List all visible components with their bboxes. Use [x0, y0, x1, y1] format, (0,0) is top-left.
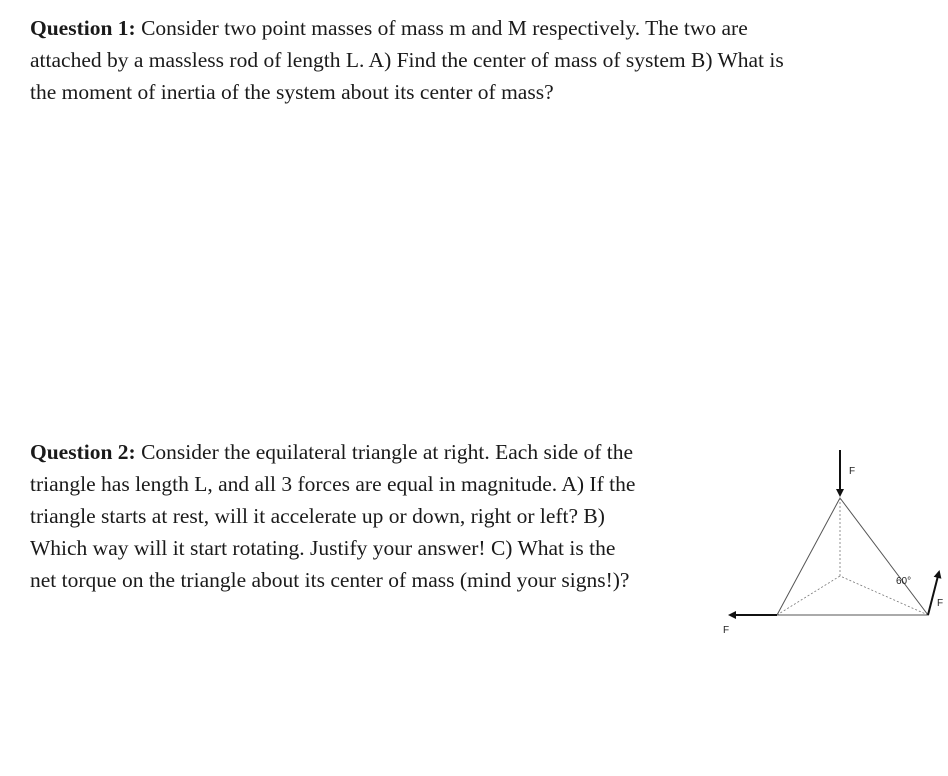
- question-1-line-1: [30, 12, 910, 44]
- equilateral-triangle: [777, 498, 928, 615]
- question-2-line-4: Which way will it start rotating. Justify your answer! C) What is the: [30, 536, 616, 560]
- question-2: [30, 436, 720, 596]
- center-line-left: [777, 576, 840, 615]
- triangle-figure-svg: [690, 440, 948, 660]
- question-1-text-1: Consider two point masses of mass m and M respectively. The two are: [135, 16, 748, 40]
- center-line-right: [840, 576, 928, 615]
- question-2-line-1: [30, 436, 720, 468]
- question-2-line-5: net torque on the triangle about its center of mass (mind your signs!)?: [30, 568, 630, 592]
- force-left-label: F: [723, 625, 730, 636]
- question-1-line-3: the moment of inertia of the system about its center of mass?: [30, 80, 554, 104]
- question-2-line-3: triangle starts at rest, will it accelerate up or down, right or left? B): [30, 504, 605, 528]
- question-2-label: Question 2:: [30, 440, 136, 464]
- question-1-line-2: attached by a massless rod of length L. A) Find the center of mass of system B) What is: [30, 48, 784, 72]
- angle-label: 60°: [896, 576, 912, 587]
- question-1: [30, 12, 910, 108]
- force-top-label: F: [849, 466, 856, 477]
- triangle-force-diagram: [690, 440, 948, 660]
- question-1-label: Question 1:: [30, 16, 136, 40]
- question-2-text-1: Consider the equilateral triangle at right. Each side of the: [135, 440, 634, 464]
- force-right-label: F: [937, 598, 944, 609]
- question-2-line-2: triangle has length L, and all 3 forces are equal in magnitude. A) If the: [30, 472, 636, 496]
